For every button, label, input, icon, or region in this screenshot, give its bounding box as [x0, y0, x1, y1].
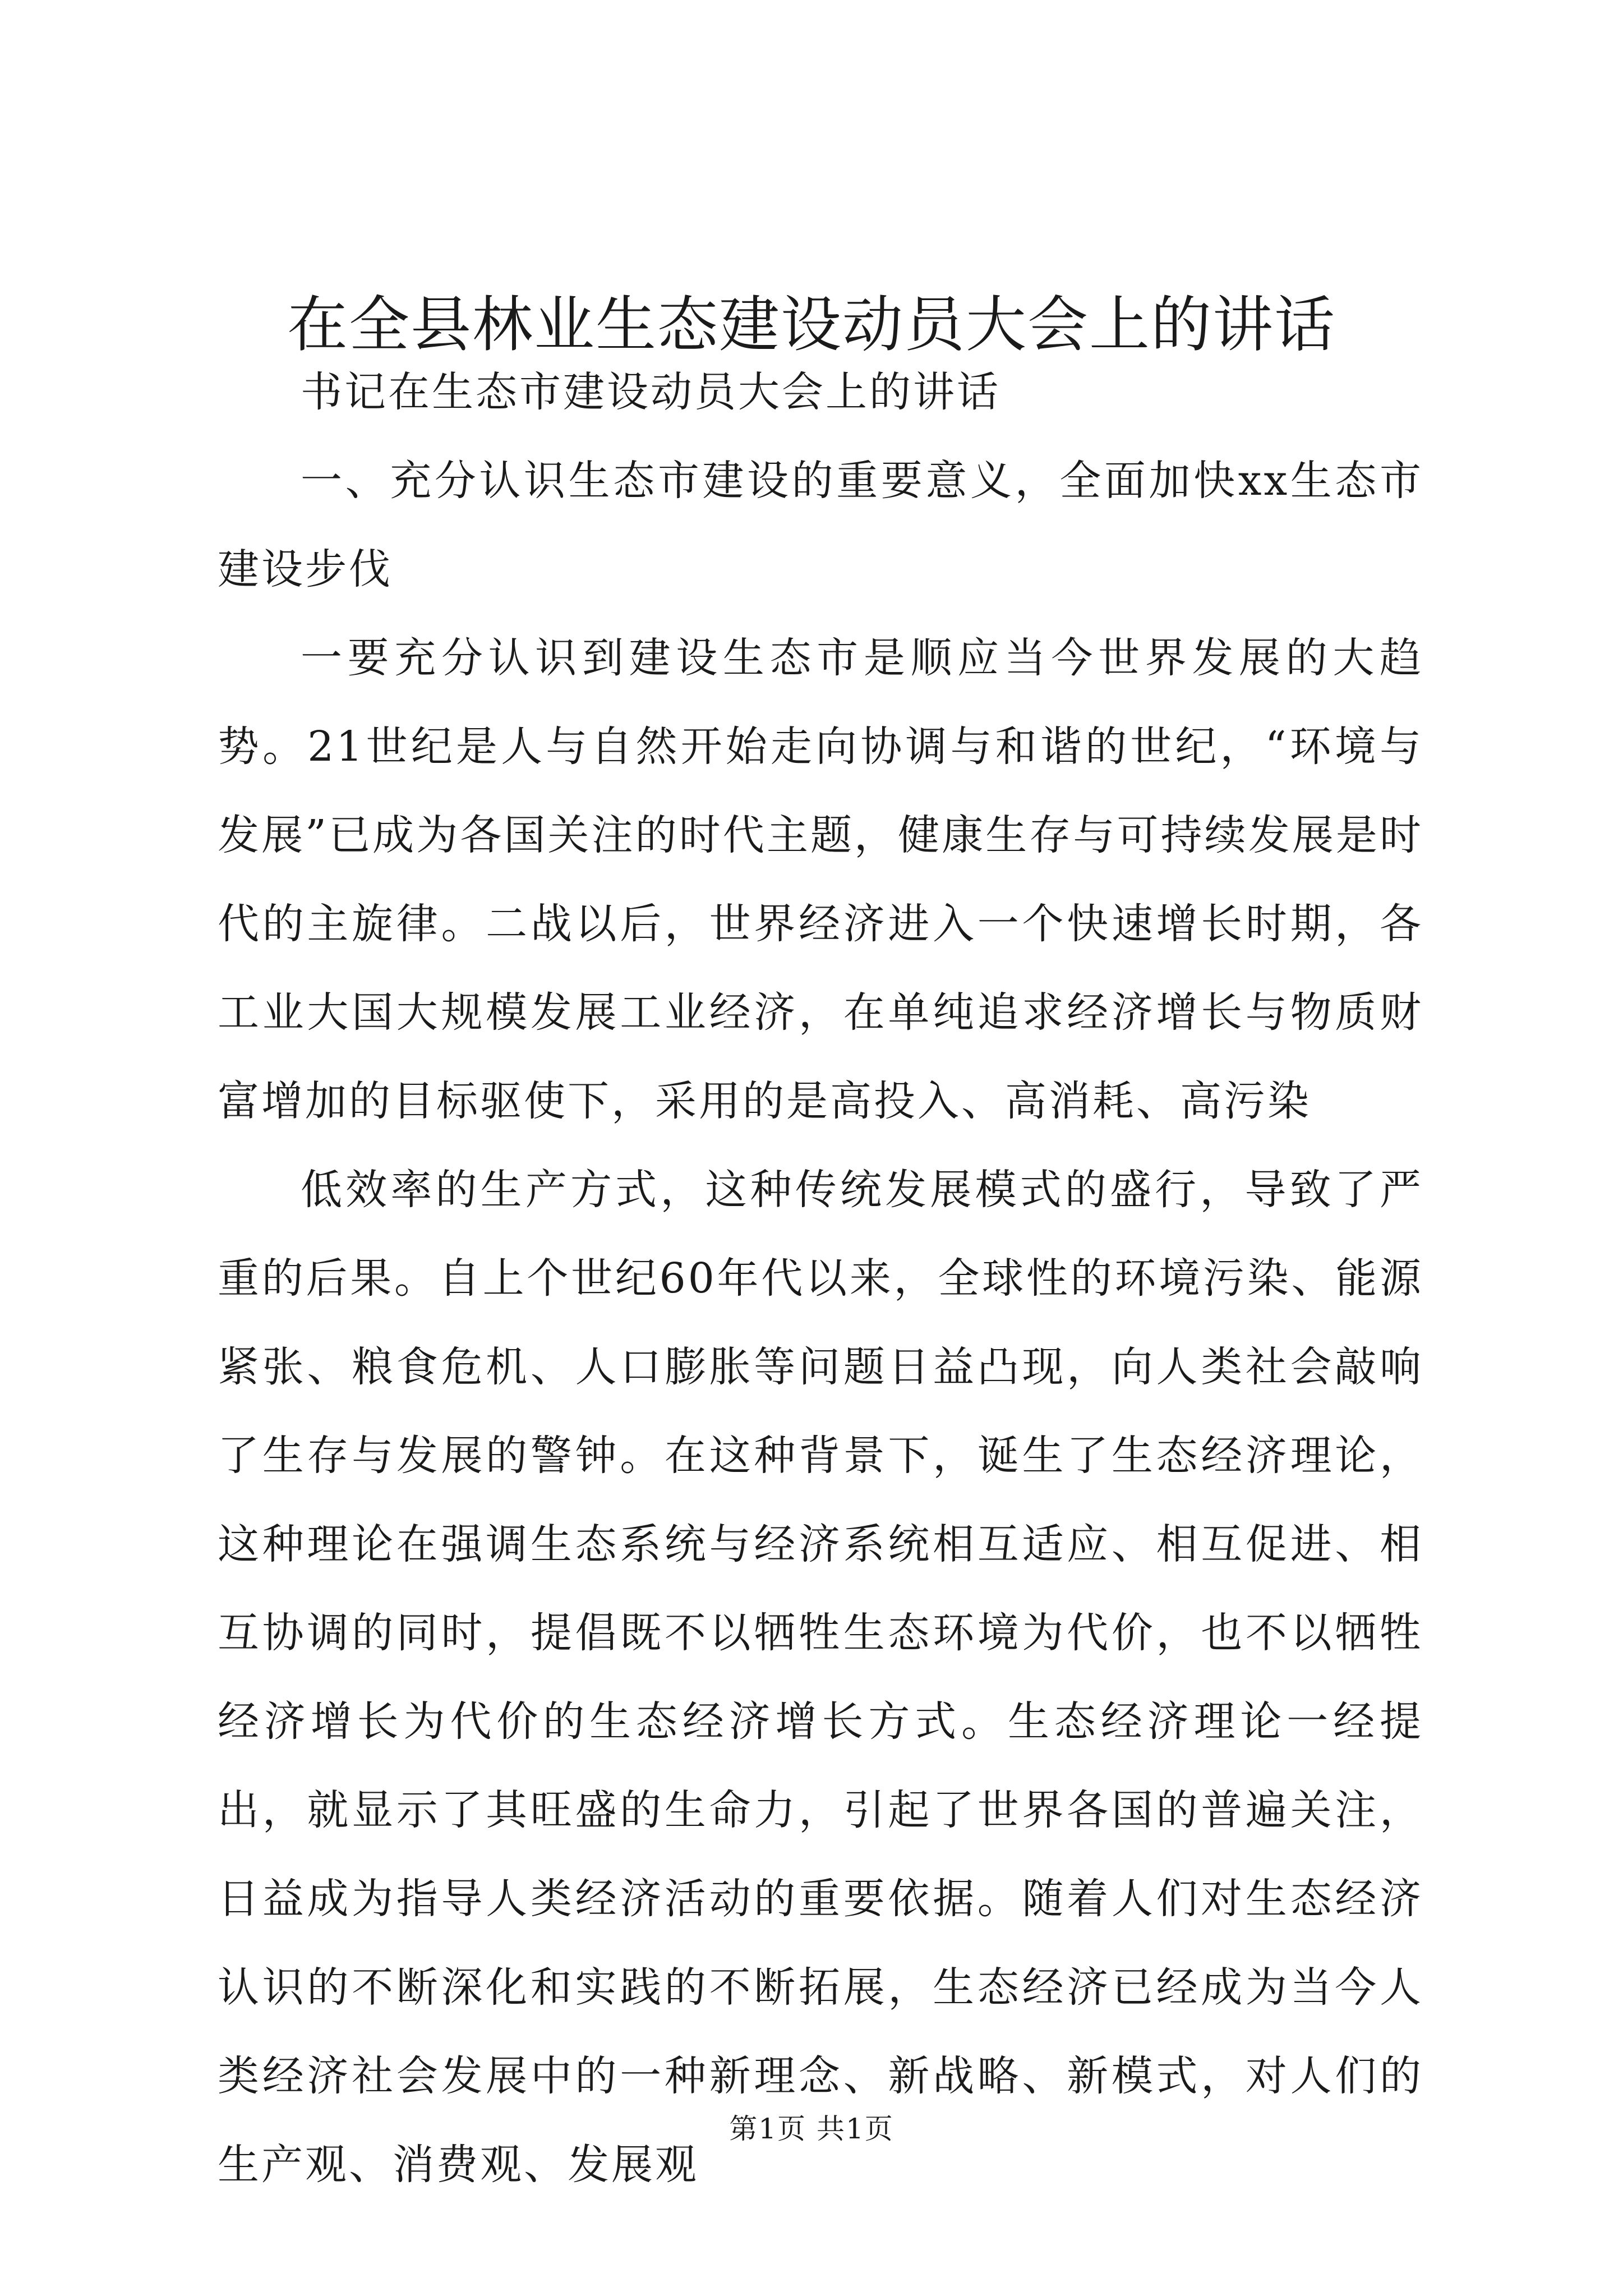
paragraph-body-1: 一要充分认识到建设生态市是顺应当今世界发展的大趋势。21世纪是人与自然开始走向协调与和谐的世纪，“环境与发展”已成为各国关注的时代主题，健康生存与可持续发展是时代的主旋律。二战以后，世界经济进入一个快速增长时期，各工业大国大规模发展工业经济，在单纯追求经济增长与物质财富增加的目标驱使下，采用的是高投入、高消耗、高污染: [218, 634, 1423, 1125]
paragraph-section-heading: 一、充分认识生态市建设的重要意义，全面加快xx生态市建设步伐: [218, 457, 1423, 593]
paragraph-body-2: 低效率的生产方式，这种传统发展模式的盛行，导致了严重的后果。自上个世纪60年代以来，全球性的环境污染、能源紧张、粮食危机、人口膨胀等问题日益凸现，向人类社会敲响了生存与发展的警钟。在这种背景下，诞生了生态经济理论，这种理论在强调生态系统与经济系统相互适应、相互促进、相互协调的同时，提倡既不以牺牲生态环境为代价，也不以牺牲经济增长为代价的生态经济增长方式。生态经济理论一经提出，就显示了其旺盛的生命力，引起了世界各国的普遍关注，日益成为指导人类经济活动的重要依据。随着人们对生态经济认识的不断深化和实践的不断拓展，生态经济已经成为当今人类经济社会发展中的一种新理念、新战略、新模式，对人们的生产观、消费观、发展观: [218, 1166, 1423, 2189]
page-number-footer: 第1页 共1页: [729, 2113, 894, 2145]
document-title: 在全县林业生态建设动员大会上的讲话: [287, 290, 1336, 360]
document-body: [218, 348, 1423, 2209]
paragraph-subtitle: 书记在生态市建设动员大会上的讲话: [301, 368, 1000, 416]
